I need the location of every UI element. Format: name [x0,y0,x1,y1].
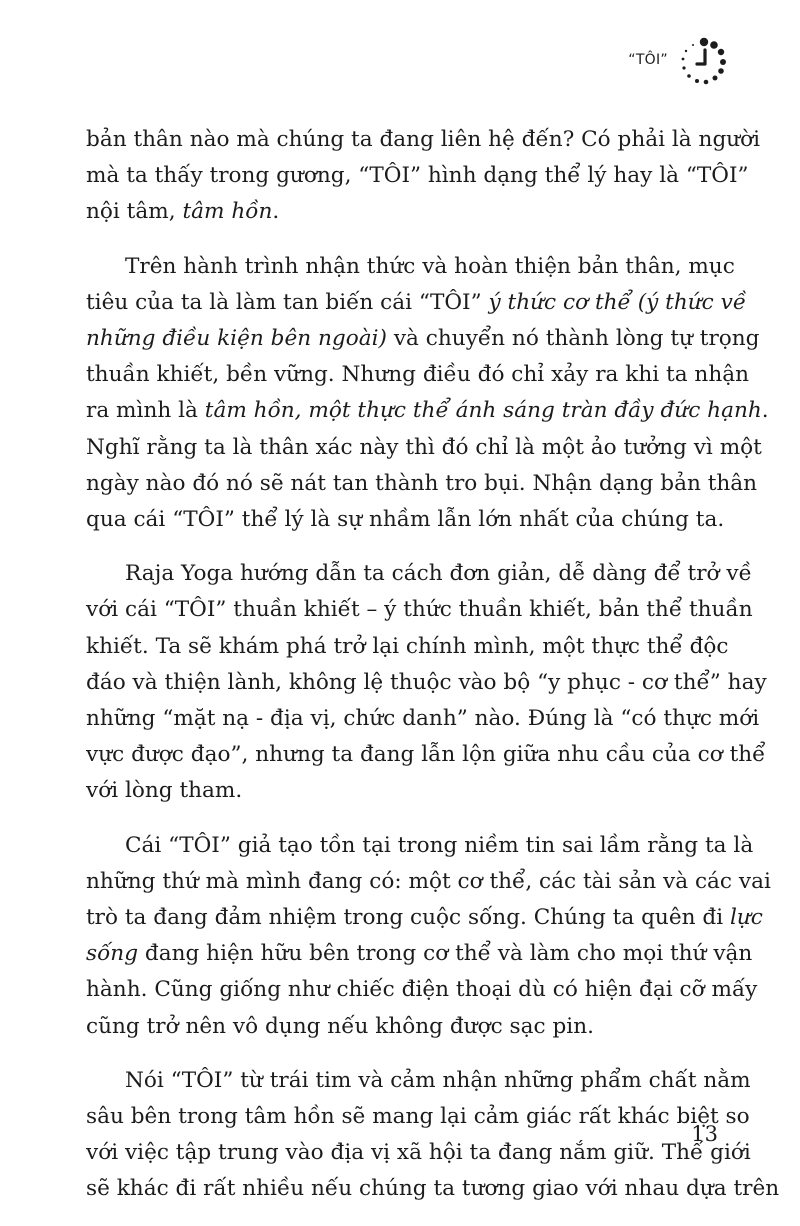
text-line [86,828,754,864]
paragraph [86,249,769,539]
text-line [86,629,729,665]
text-line [86,249,735,285]
text-run: hành. Cũng giống như chiếc điện thoại dù có hiện đại cỡ mấy [86,977,758,1003]
text-run: mà ta thấy trong gương, “TÔI” hình dạng thể lý hay là “TÔI” [86,163,749,189]
text-run: Nghĩ rằng ta là thân xác này thì đó chỉ là một ảo tưởng vì một [86,434,762,460]
paragraph [86,1063,780,1208]
running-head: “TÔI” [628,52,668,68]
text-run: với lòng tham. [86,778,243,804]
italic-text: ý thức cơ thể (ý thức về [488,289,747,315]
page-header [0,36,800,96]
text-run: sâu bên trong tâm hồn sẽ mang lại cảm giác rất khác biệt so [86,1104,750,1130]
text-line [86,1135,751,1171]
text-run: cũng trở nên vô dụng nếu không được sạc pin. [86,1013,594,1039]
text-line [86,737,766,773]
text-line [86,1009,720,1045]
text-line [86,972,758,1008]
text-run: qua cái “TÔI” thể lý là sự nhầm lẫn lớn nhất của chúng ta. [86,507,725,533]
text-line [86,321,760,357]
text-line [86,592,753,628]
text-line [86,900,763,936]
body-text [86,122,780,1226]
text-run: Trên hành trình nhận thức và hoàn thiện bản thân, mục [125,253,735,279]
text-line [86,430,762,466]
text-run: Nói “TÔI” từ trái tim và cảm nhận những phẩm chất nằm [125,1067,751,1093]
text-line [86,936,753,972]
text-run: Cái “TÔI” giả tạo tồn tại trong niềm tin sai lầm rằng ta là [125,832,754,858]
italic-text: sống [86,941,139,967]
text-run: ra mình là [86,398,205,424]
text-run: với cái “TÔI” thuần khiết – ý thức thuần khiết, bản thể thuần [86,597,753,623]
text-run: . [272,199,280,225]
text-line [86,701,760,737]
italic-text: những điều kiện bên ngoài) [86,326,387,352]
text-line [86,665,767,701]
text-line [86,393,769,429]
text-run: khiết. Ta sẽ khám phá trở lại chính mình, một thực thể độc [86,633,729,659]
text-line [86,285,747,321]
text-line [86,1063,751,1099]
text-run: tiêu của ta là làm tan biến cái “TÔI” [86,289,489,315]
text-line [86,466,758,502]
italic-text: tâm hồn, một thực thể ánh sáng tràn đầy đức hạnh [204,398,762,424]
text-line [86,357,750,393]
text-run: trò ta đang đảm nhiệm trong cuộc sống. Chúng ta quên đi [86,905,730,931]
text-line [86,1171,780,1207]
text-line [86,1099,750,1135]
text-line [86,158,749,194]
text-run: vực được đạo”, nhưng ta đang lẫn lộn giữa nhu cầu của cơ thể [86,742,766,768]
text-run: thuần khiết, bền vững. Nhưng điều đó chỉ xảy ra khi ta nhận [86,362,750,388]
page-number: 13 [691,1122,718,1146]
text-line [86,122,761,158]
text-line [86,502,725,538]
text-run: những “mặt nạ - địa vị, chức danh” nào. Đúng là “có thực mới [86,706,760,732]
text-run: đáo và thiện lành, không lệ thuộc vào bộ “y phục - cơ thể” hay [86,669,767,695]
paragraph [86,556,767,809]
paragraph [86,828,771,1045]
text-run: và chuyển nó thành lòng tự trọng [386,326,760,352]
text-line [86,773,720,809]
text-run: Raja Yoga hướng dẫn ta cách đơn giản, dễ dàng để trở về [125,561,752,587]
text-run: ngày nào đó nó sẽ nát tan thành tro bụi. Nhận dạng bản thân [86,470,758,496]
text-run: nội tâm, [86,199,183,225]
paragraph [86,122,761,231]
text-line [86,864,771,900]
italic-text: lực [729,905,763,931]
text-run: bản thân nào mà chúng ta đang liên hệ đến? Có phải là người [86,127,761,152]
text-line [86,194,720,230]
italic-text: tâm hồn [182,199,273,225]
text-run: những thứ mà mình đang có: một cơ thể, các tài sản và các vai [86,868,771,894]
text-run: với việc tập trung vào địa vị xã hội ta đang nắm giữ. Thế giới [86,1140,751,1166]
text-run: . [761,398,769,424]
dotted-clock-icon [672,36,732,96]
text-line [86,556,752,592]
text-run: đang hiện hữu bên trong cơ thể và làm cho mọi thứ vận [138,941,753,967]
text-run: sẽ khác đi rất nhiều nếu chúng ta tương giao với nhau dựa trên [86,1176,780,1202]
